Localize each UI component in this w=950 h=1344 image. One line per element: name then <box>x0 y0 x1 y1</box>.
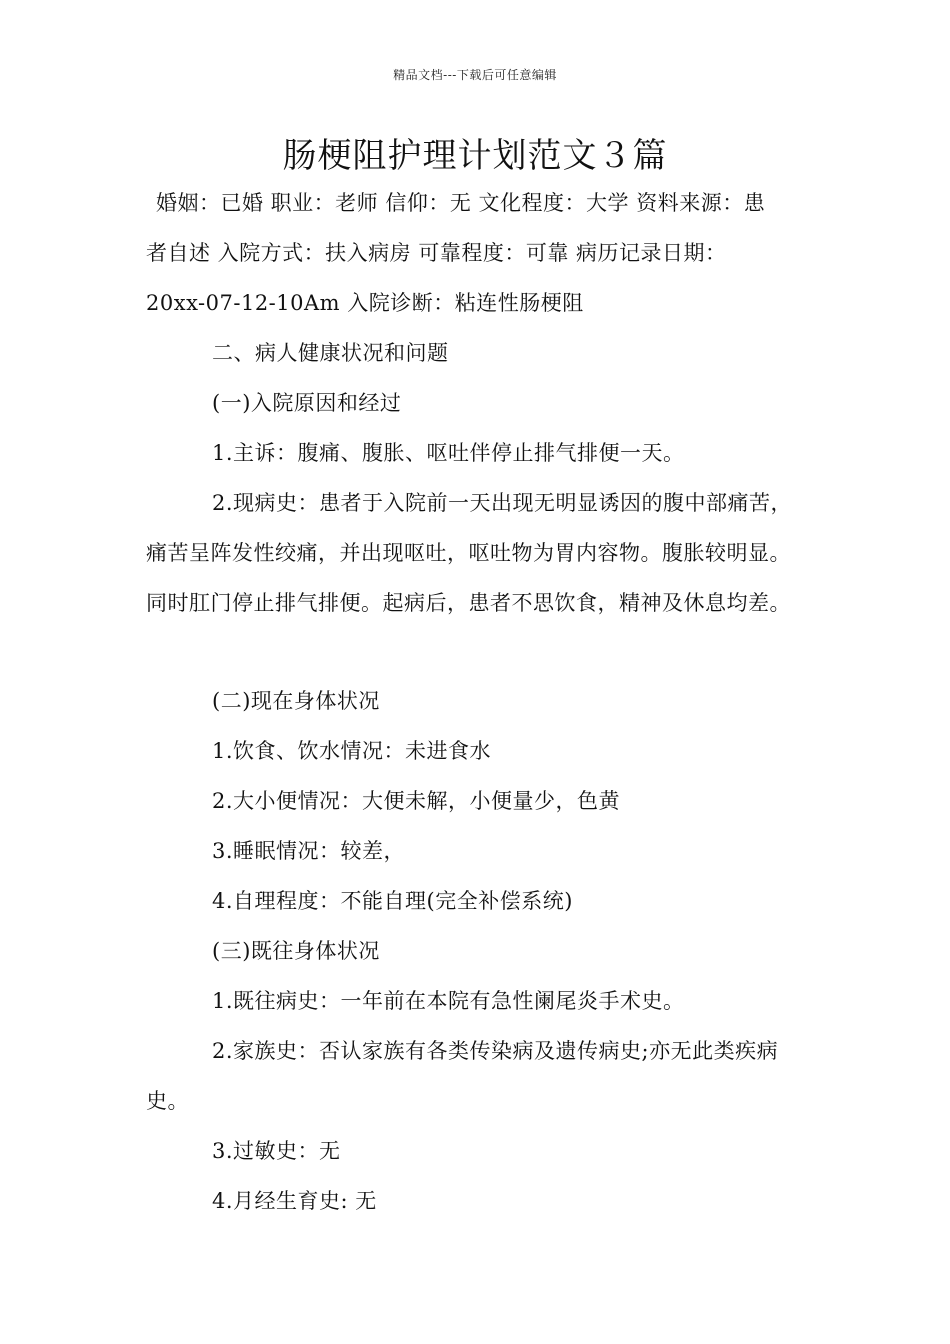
subsection-heading: (一)入院原因和经过 <box>212 391 402 415</box>
subsection-heading: (二)现在身体状况 <box>212 689 380 713</box>
list-item: 4.月经生育史: 无 <box>212 1189 377 1213</box>
list-item: 1.既往病史：一年前在本院有急性阑尾炎手术史。 <box>212 989 685 1013</box>
list-item: 2.现病史：患者于入院前一天出现无明显诱因的腹中部痛苦， <box>212 491 793 515</box>
list-item: 3.睡眠情况：较差， <box>212 839 406 863</box>
page-header: 精品文档---下载后可任意编辑 <box>393 68 557 82</box>
list-item: 3.过敏史：无 <box>212 1139 341 1163</box>
list-item: 4.自理程度：不能自理(完全补偿系统) <box>212 889 573 913</box>
list-item: 2.大小便情况：大便未解，小便量少，色黄 <box>212 789 621 813</box>
list-item: 2.家族史：否认家族有各类传染病及遗传病史;亦无此类疾病 <box>212 1039 779 1063</box>
document-title: 肠梗阻护理计划范文３篇 <box>282 136 668 176</box>
section-heading: 二、病人健康状况和问题 <box>212 341 449 365</box>
list-item: 1.饮食、饮水情况：未进食水 <box>212 739 492 763</box>
paragraph-line: 史。 <box>146 1089 189 1113</box>
list-item: 1.主诉：腹痛、腹胀、呕吐伴停止排气排便一天。 <box>212 441 685 465</box>
paragraph-line: 痛苦呈阵发性绞痛，并出现呕吐，呕吐物为胃内容物。腹胀较明显。 <box>146 541 791 565</box>
subsection-heading: (三)既往身体状况 <box>212 939 380 963</box>
paragraph-line: 20xx-07-12-10Am 入院诊断：粘连性肠梗阻 <box>146 291 584 315</box>
paragraph-line: 同时肛门停止排气排便。起病后，患者不思饮食，精神及休息均差。 <box>146 591 791 615</box>
paragraph-line: 婚姻：已婚 职业：老师 信仰：无 文化程度：大学 资料来源：患 <box>156 191 766 215</box>
paragraph-line: 者自述 入院方式：扶入病房 可靠程度：可靠 病历记录日期： <box>146 241 727 265</box>
